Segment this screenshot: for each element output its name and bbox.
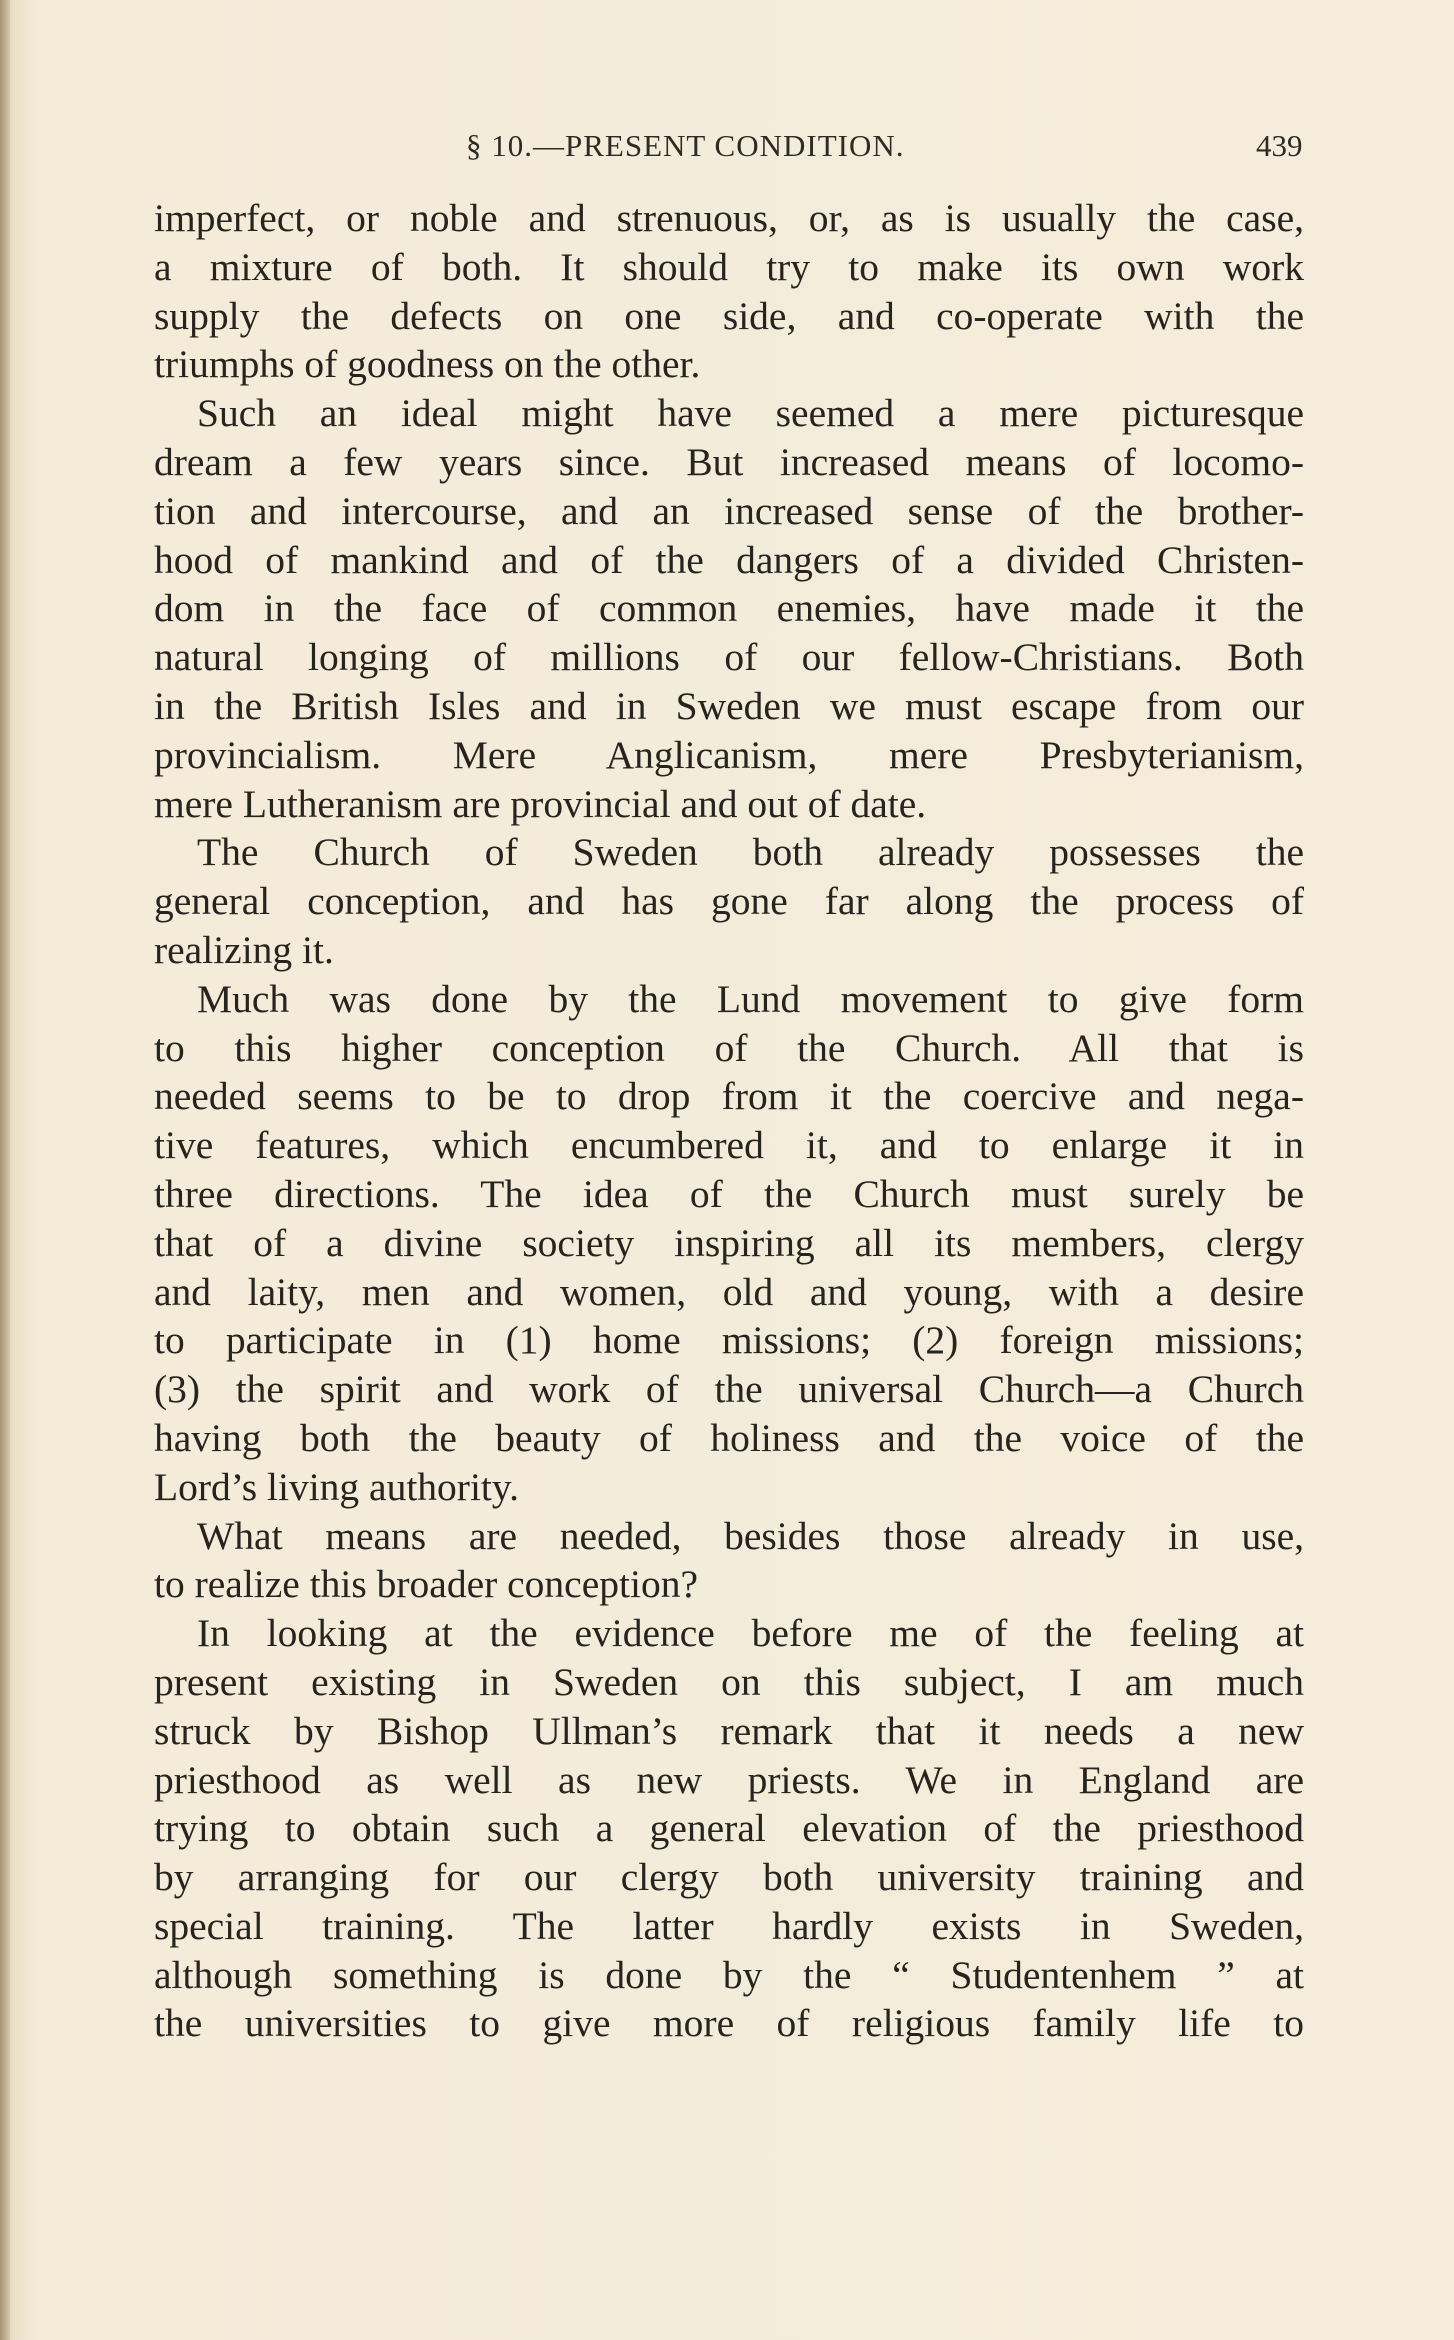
running-head <box>0 128 1454 172</box>
text-line: hood of mankind and of the dangers of a divided Christen- <box>154 537 1304 582</box>
text-line: mere Lutheranism are provincial and out of date. <box>154 781 927 826</box>
text-line: natural longing of millions of our fellow-Christians. Both <box>154 635 1304 680</box>
text-line: trying to obtain such a general elevation of the priesthood <box>154 1806 1304 1851</box>
text-line: although something is done by the “ Studentenhem ” at <box>154 1952 1304 1997</box>
text-line: Lord’s living authority. <box>154 1464 519 1509</box>
text-line: present existing in Sweden on this subject, I am much <box>154 1659 1304 1704</box>
text-line: in the British Isles and in Sweden we must escape from our <box>154 683 1304 728</box>
text-line: The Church of Sweden both already possesses the <box>197 830 1304 875</box>
text-line: to realize this broader conception? <box>154 1562 698 1607</box>
text-line: three directions. The idea of the Church must surely be <box>154 1171 1304 1216</box>
text-line: struck by Bishop Ullman’s remark that it needs a new <box>154 1708 1304 1753</box>
text-line: In looking at the evidence before me of the feeling at <box>197 1611 1304 1656</box>
text-line: Much was done by the Lund movement to give form <box>197 976 1304 1021</box>
running-title: § 10.—PRESENT CONDITION. <box>466 128 905 163</box>
text-line: the universities to give more of religious family life to <box>154 2001 1304 2046</box>
text-line: general conception, and has gone far along the process of <box>154 879 1304 924</box>
text-line: having both the beauty of holiness and the voice of the <box>154 1415 1304 1460</box>
page-edge-shadow <box>0 0 10 2340</box>
body-text <box>154 194 1304 2048</box>
text-line: tive features, which encumbered it, and to enlarge it in <box>154 1123 1304 1168</box>
text-line: realizing it. <box>154 927 334 972</box>
text-line: a mixture of both. It should try to make its own work <box>154 244 1304 289</box>
text-line: imperfect, or noble and strenuous, or, as is usually the case, <box>154 196 1304 240</box>
text-line: dom in the face of common enemies, have made it the <box>154 586 1304 631</box>
text-line: and laity, men and women, old and young, with a desire <box>154 1269 1304 1314</box>
text-line: tion and intercourse, and an increased sense of the brother- <box>154 488 1304 533</box>
text-line: special training. The latter hardly exists in Sweden, <box>154 1903 1304 1948</box>
text-line: (3) the spirit and work of the universal Church—a Church <box>154 1367 1304 1412</box>
page-number: 439 <box>1256 128 1303 163</box>
text-line: to this higher conception of the Church. All that is <box>154 1025 1304 1070</box>
text-line: that of a divine society inspiring all its members, clergy <box>154 1220 1304 1265</box>
text-line: needed seems to be to drop from it the coercive and nega- <box>154 1074 1304 1119</box>
text-line: Such an ideal might have seemed a mere picturesque <box>197 391 1304 436</box>
text-line: priesthood as well as new priests. We in England are <box>154 1757 1304 1802</box>
text-line: dream a few years since. But increased means of locomo- <box>154 439 1304 484</box>
text-line: triumphs of goodness on the other. <box>154 342 701 387</box>
text-line: What means are needed, besides those already in use, <box>197 1513 1304 1558</box>
text-line: supply the defects on one side, and co-operate with the <box>154 293 1304 338</box>
text-line: provincialism. Mere Anglicanism, mere Presbyterianism, <box>154 732 1304 777</box>
text-line: to participate in (1) home missions; (2) foreign missions; <box>154 1318 1304 1363</box>
text-line: by arranging for our clergy both university training and <box>154 1855 1304 1900</box>
